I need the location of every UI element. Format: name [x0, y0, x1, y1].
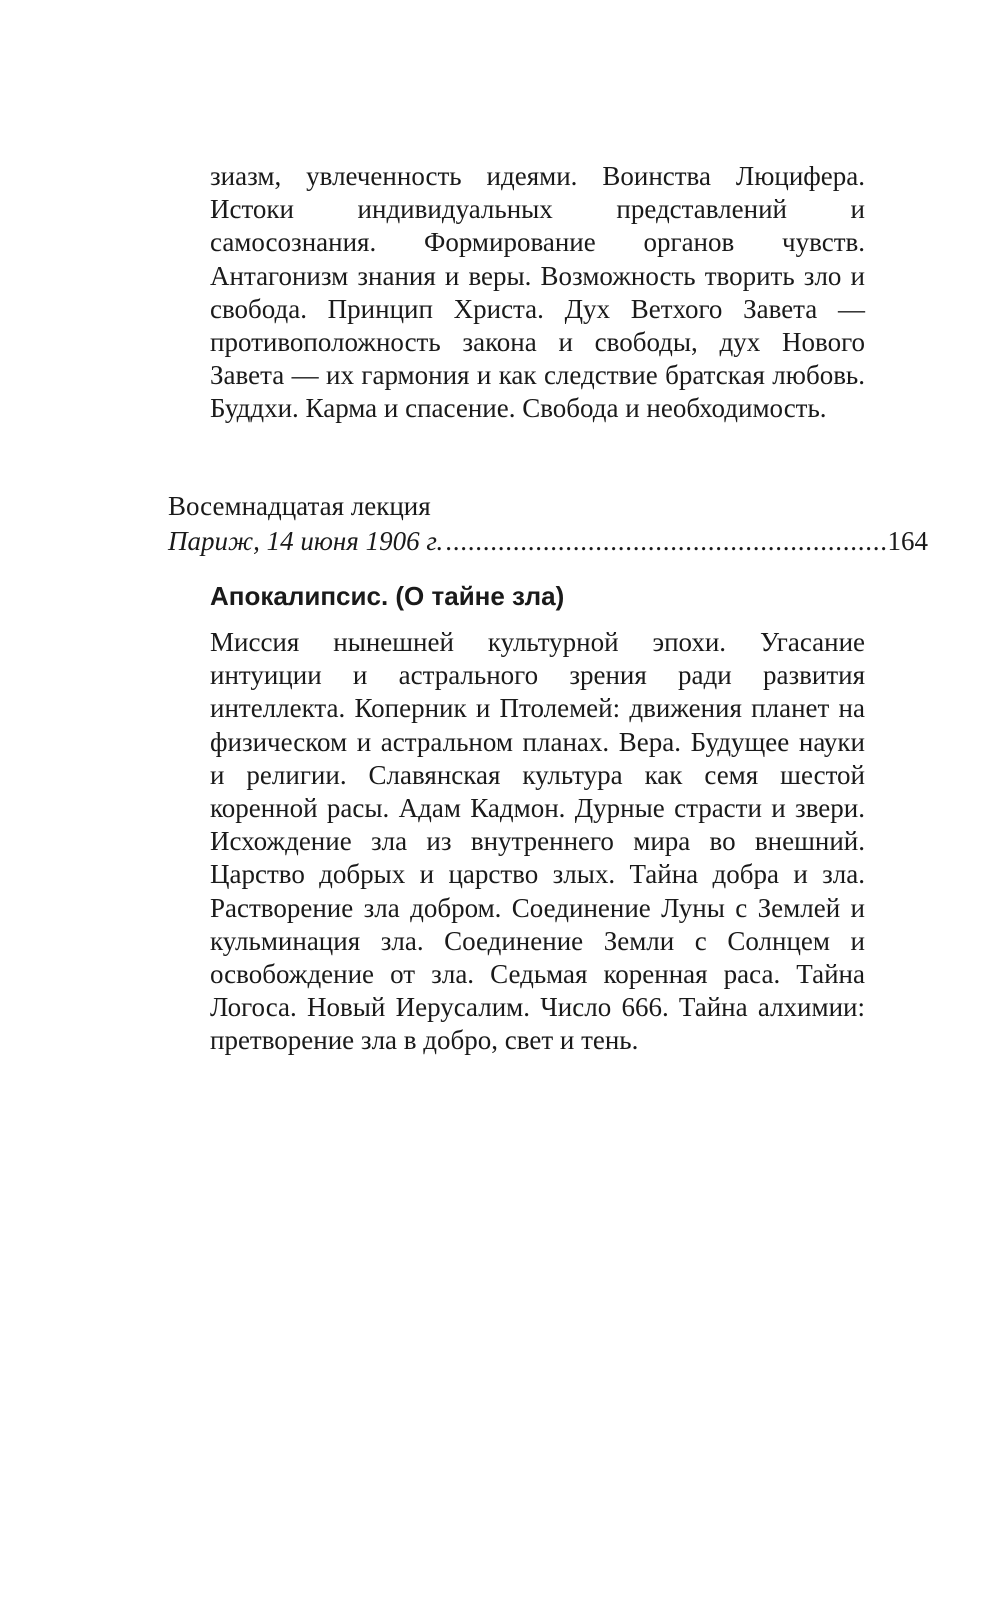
lecture-place-date: Париж, 14 июня 1906 г. [168, 526, 444, 556]
lecture-subtitle: Апокалипсис. (О тайне зла) [210, 581, 565, 611]
page-number: 164 [887, 526, 928, 556]
lecture-summary: Миссия нынешней культурной эпохи. Угасание интуиции и астрального зрения ради развития интеллекта. Коперник и Птолемей: движения планет на физическом и астральном планах. Вера. Будущее науки и религии. Славянская культура как семя шестой коренной расы. Адам Кадмон. Дурные страсти и звери. Исхождение зла из внутреннего мира во внешний. Царство добрых и царство злых. Тайна добра и зла. Растворение зла добром. Соединение Луны с Землей и кульминация зла. Соединение Земли с Солнцем и освобождение от зла. Седьмая коренная раса. Тайна Логоса. Новый Иерусалим. Число 666. Тайна алхимии: претворение зла в добро, свет и тень. [210, 627, 865, 1056]
toc-entry-line [168, 525, 928, 561]
previous-lecture-summary: зиазм, увлеченность идеями. Воинства Люцифера. Истоки индивидуальных представлений и самосознания. Формирование органов чувств. Антагонизм знания и веры. Возможность творить зло и свобода. Принцип Христа. Дух Ветхого Завета — противоположность закона и свободы, дух Нового Завета — их гармония и как следствие братская любовь. Буддхи. Карма и спасение. Свобода и необходимость. [210, 161, 865, 424]
lecture-title: Восемнадцатая лекция [168, 491, 431, 521]
dot-leader [443, 525, 887, 558]
